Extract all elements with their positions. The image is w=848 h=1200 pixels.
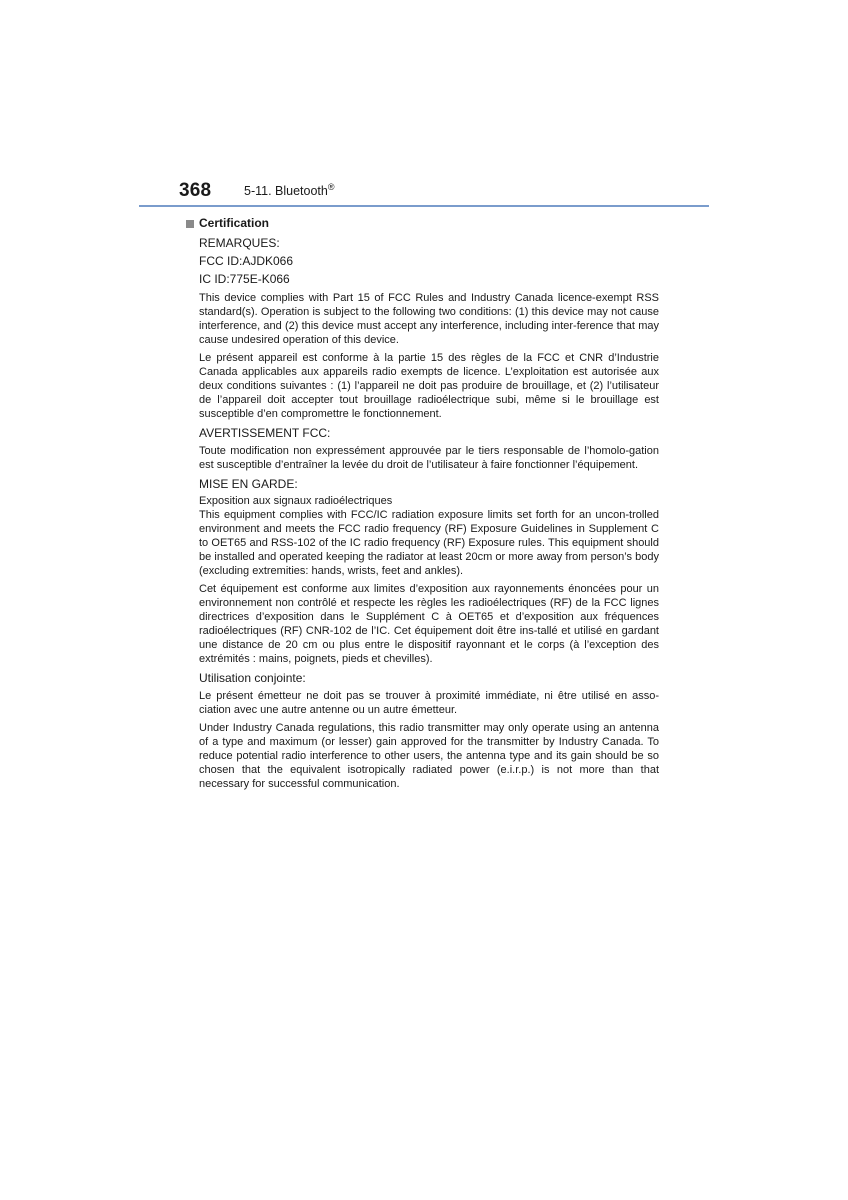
paragraph-fr-modification: Toute modification non expressément approuvée par le tiers responsable de l’homolo-gation est susceptible d’entraîner la levée du droit de l’utilisateur à faire fonctionner l’équipement. [199, 445, 659, 471]
paragraph-en-compliance: This device complies with Part 15 of FCC Rules and Industry Canada licence-exempt RSS standard(s). Operation is subject to the following two conditions: (1) this device may not cause interference, and (2) this device must accept any interference, including inter-ference that may cause undesired operation of this device. [199, 292, 659, 346]
exposition-title: Exposition aux signaux radioélectriques [199, 495, 393, 507]
section-heading [186, 216, 662, 232]
square-bullet-icon [186, 220, 194, 228]
page-number: 368 [179, 180, 212, 201]
section-title [244, 181, 335, 198]
paragraph-en-antenna: Under Industry Canada regulations, this radio transmitter may only operate using an antenna of a type and maximum (or lesser) gain approved for the transmitter by Industry Canada. To reduce potential radio interference to other users, the antenna type and its gain should be so chosen that the equivalent isotropically radiated power (e.i.r.p.) is not more than that necessary for successful communication. [199, 722, 659, 790]
utilisation-label: Utilisation conjointe: [199, 671, 306, 685]
fcc-id: FCC ID:AJDK066 [199, 254, 294, 268]
paragraph-fr-compliance: Le présent appareil est conforme à la partie 15 des règles de la FCC et CNR d’Industrie Canada applicables aux appareils radio exempts de licence. L’exploitation est autorisée aux deux conditions suivantes : (1) l’appareil ne doit pas produire de brouillage, et (2) l’utilisateur de l’appareil doit accepter tout brouillage radioélectrique subi, même si le brouillage est susceptible d’en compromettre le fonctionnement. [199, 352, 659, 420]
paragraph-fr-exposure: Cet équipement est conforme aux limites d’exposition aux rayonnements énoncées pour un environnement non contrôlé et respecte les règles les radioélectriques (RF) de la FCC lignes directrices d’exposition dans le Supplément C à OET65 et d’exposition aux fréquences radioélectriques (RF) CNR-102 de l’IC. Cet équipement doit être ins-tallé et utilisé en gardant une distance de 20 cm ou plus entre le dispositif rayonnant et le corps (à l’exception des extrémités : mains, poignets, pieds et chevilles). [199, 583, 659, 665]
paragraph-en-exposure: This equipment complies with FCC/IC radiation exposure limits set forth for an uncon-trolled environment and meets the FCC radio frequency (RF) Exposure Guidelines in Supplement C to OET65 and RSS-102 of the IC radio frequency (RF) Exposure rules. This equipment should be installed and operated keeping the radiator at least 20cm or more away from person’s body (excluding extremities: hands, wrists, feet and ankles). [199, 509, 659, 577]
avertissement-label: AVERTISSEMENT FCC: [199, 426, 331, 440]
section-heading-text: Certification [199, 216, 270, 230]
remarques-label: REMARQUES: [199, 236, 280, 250]
ic-id: IC ID:775E-K066 [199, 272, 290, 286]
paragraph-fr-conjointe: Le présent émetteur ne doit pas se trouver à proximité immédiate, ni être utilisé en asso-ciation avec une autre antenne ou un autre émetteur. [199, 690, 659, 716]
mise-en-garde-label: MISE EN GARDE: [199, 477, 298, 491]
registered-mark: ® [327, 181, 335, 192]
section-title-text: 5-11. Bluetooth [244, 184, 328, 198]
certification-section [186, 216, 662, 795]
certification-body [199, 234, 659, 791]
page-header [139, 176, 709, 208]
header-rule [139, 205, 709, 207]
